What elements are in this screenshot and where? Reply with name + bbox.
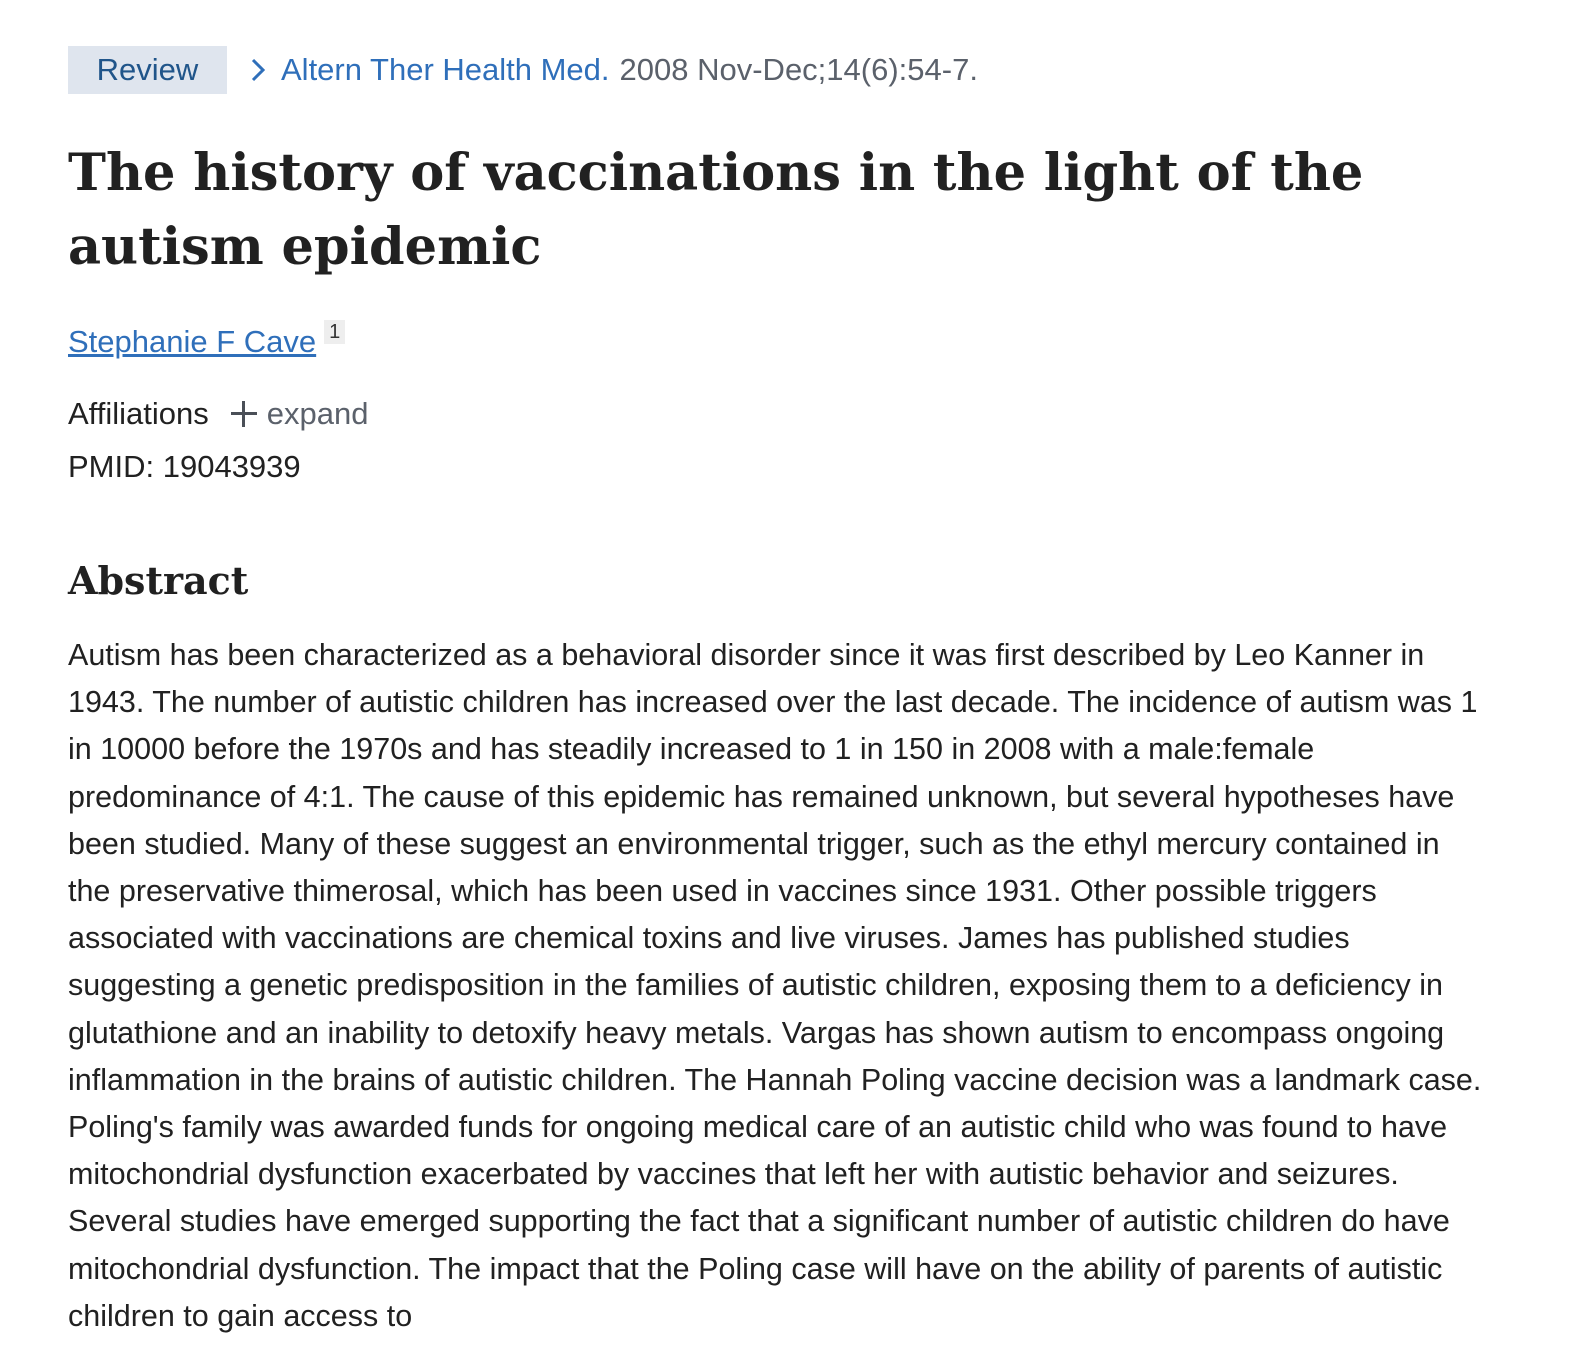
abstract-text: Autism has been characterized as a behavioral disorder since it was first described by Leo Kanner in 1943. The number of autistic children has increased over the last decade. The incidence of autism was 1 in 10000 before the 1970s and has steadily increased to 1 in 150 in 2008 with a male:female predominance of 4:1. The cause of this epidemic has remained unknown, but several hypotheses have been studied. Many of these suggest an environmental trigger, such as the ethyl mercury contained in the preservative thimerosal, which has been used in vaccines since 1931. Other possible triggers associated with vaccinations are chemical toxins and live viruses. James has published studies suggesting a genetic predisposition in the families of autistic children, exposing them to a deficiency in glutathione and an inability to detoxify heavy metals. Vargas has shown autism to encompass ongoing inflammation in the brains of autistic children. The Hannah Poling vaccine decision was a landmark case. Poling's family was awarded funds for ongoing medical care of an autistic child who was found to have mitochondrial dysfunction exacerbated by vaccines that left her with autistic behavior and seizures. Several studies have emerged supporting the fact that a significant number of autistic children do have mitochondrial dysfunction. The impact that the Poling case will have on the ability of parents of autistic children to gain access to (68, 638, 1482, 1333)
affiliation-ref-link[interactable]: 1 (324, 320, 345, 344)
expand-affiliations-button[interactable] (231, 396, 369, 432)
article-meta-row (68, 46, 978, 94)
chevron-right-icon (247, 55, 269, 85)
author-link[interactable]: Stephanie F Cave (68, 324, 317, 359)
affiliations-row (68, 390, 368, 438)
affiliations-label: Affiliations (68, 396, 209, 431)
citation-details: 2008 Nov-Dec;14(6):54-7. (619, 52, 978, 87)
pmid: PMID: 19043939 (68, 449, 301, 484)
abstract-heading: Abstract (68, 558, 249, 603)
expand-label: expand (266, 396, 369, 431)
article-title: The history of vaccinations in the light of the autism epidemic (68, 143, 1364, 277)
author-list (68, 318, 345, 366)
journal-link[interactable]: Altern Ther Health Med. (281, 52, 610, 87)
plus-icon (231, 401, 257, 427)
publication-type-badge: Review (68, 46, 227, 94)
